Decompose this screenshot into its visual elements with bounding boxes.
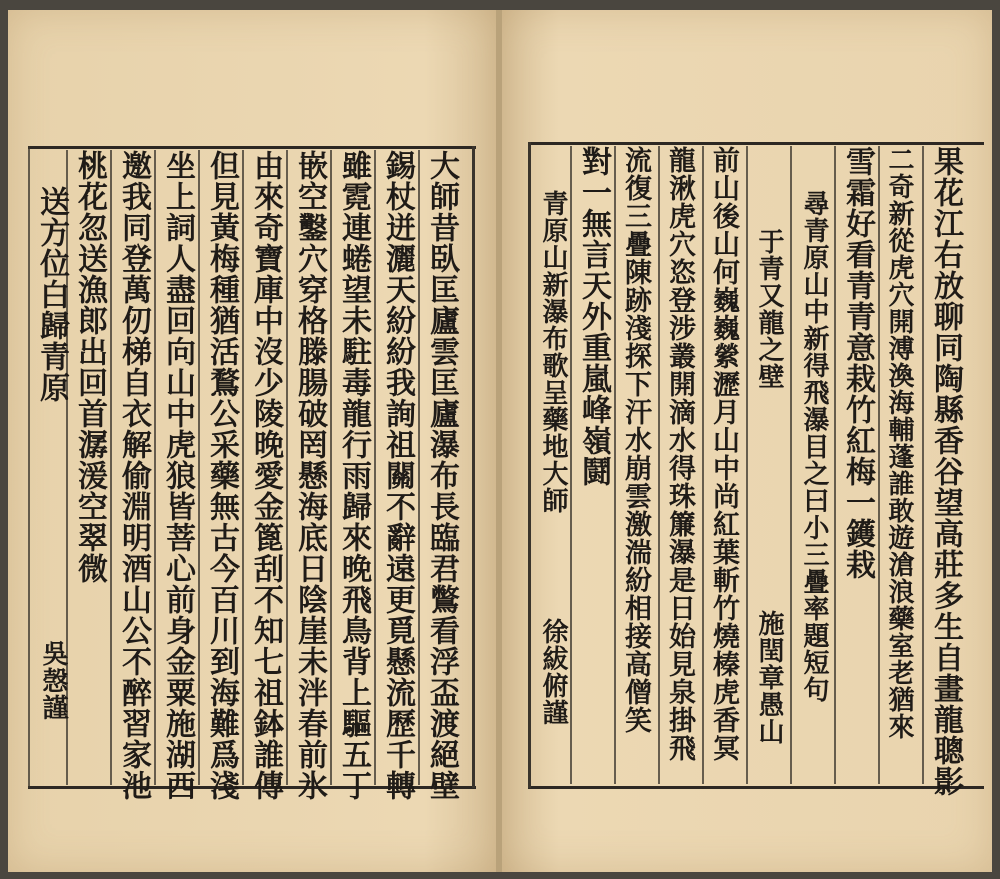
right-col-divider [746, 146, 748, 784]
left-col-divider [330, 150, 332, 785]
right-col-divider [614, 146, 616, 784]
right-column-title: 青原山新瀑布歌呈藥地大師 [538, 190, 568, 514]
right-col-divider [834, 146, 836, 784]
left-inner-rule [472, 146, 475, 788]
left-col-divider [198, 150, 200, 785]
left-column-7: 坐上詞人盡回向山中虎狼皆菩心前身金粟施湖西 [160, 150, 195, 801]
left-column-3: 雖霓連蜷望未駐毒龍行雨歸來晚飛鳥背上驅五丁 [336, 150, 371, 801]
right-col-divider [790, 146, 792, 784]
left-column-title: 送方位白歸青原 [34, 186, 69, 403]
right-column-3: 雪霜好看青青意栽竹紅梅一鑊栽 [840, 146, 875, 580]
right-column-7: 前山後山何巍巍縈瀝月山中尚紅葉斬竹燒榛虎香冥 [708, 146, 739, 762]
right-column-1: 果花江右放聊同陶縣香谷望高莊多生自畫龍聰影 [928, 146, 963, 797]
right-col-divider [702, 146, 704, 784]
left-col-divider [242, 150, 244, 785]
left-column-2: 錫杖迸灑天紛紛我詢祖關不辭遠更覓懸流歷千轉 [380, 150, 415, 801]
right-bottom-rule [528, 786, 984, 789]
right-top-rule [528, 142, 984, 145]
right-col-divider [922, 146, 924, 784]
right-col-divider [570, 146, 572, 784]
left-outer-rule [28, 146, 30, 788]
left-col-divider [110, 150, 112, 785]
left-column-6: 但見黃梅種猶活鶩公采藥無古今百川到海難爲淺 [204, 150, 239, 801]
left-top-rule [28, 146, 476, 149]
right-inner-rule [528, 142, 531, 788]
right-column-4: 尋青原山中新得飛瀑目之曰小三疊率題短句 [799, 190, 829, 703]
left-column-4: 嵌空鑿穴穿格滕腸破罔懸海底日陰崖未泮春前氷 [292, 150, 327, 801]
left-col-divider [154, 150, 156, 785]
left-column-8: 邀我同登萬仞梯自衣解偷淵明酒山公不醉習家池 [116, 150, 151, 801]
right-column-5: 施閏章愚山 [754, 610, 784, 745]
left-col-divider [374, 150, 376, 785]
book-gutter [496, 10, 502, 872]
left-column-5: 由來奇寶庫中沒少陵晚愛金篦刮不知七祖鉢誰傳 [248, 150, 283, 801]
left-column-9: 桃花忽送漁郎出回首潺湲空翠微 [72, 150, 107, 584]
left-column-author: 吳愨謹 [38, 640, 68, 721]
left-col-divider [418, 150, 420, 785]
right-column-9: 流復三疊陳跡淺探下汗水崩雲激湍紛相接高僧笑 [620, 146, 651, 734]
right-col-divider [878, 146, 880, 784]
right-column-2: 二奇新從虎穴開溥渙海輔蓬誰敢遊滄浪藥室老猶來 [884, 146, 914, 740]
left-col-divider [286, 150, 288, 785]
right-column-6: 于青又龍之壁 [754, 228, 784, 390]
left-column-1: 大師昔臥匡廬雲匡廬瀑布長臨君鷩看浮盃渡絕壁 [424, 150, 459, 801]
right-col-divider [658, 146, 660, 784]
right-column-8: 龍湫虎穴恣登涉叢開滴水得珠簾瀑是日始見泉掛飛 [664, 146, 695, 762]
right-column-author: 徐紱俯謹 [538, 618, 568, 726]
right-column-10: 對一無言天外重嵐峰嶺鬪 [576, 146, 611, 487]
